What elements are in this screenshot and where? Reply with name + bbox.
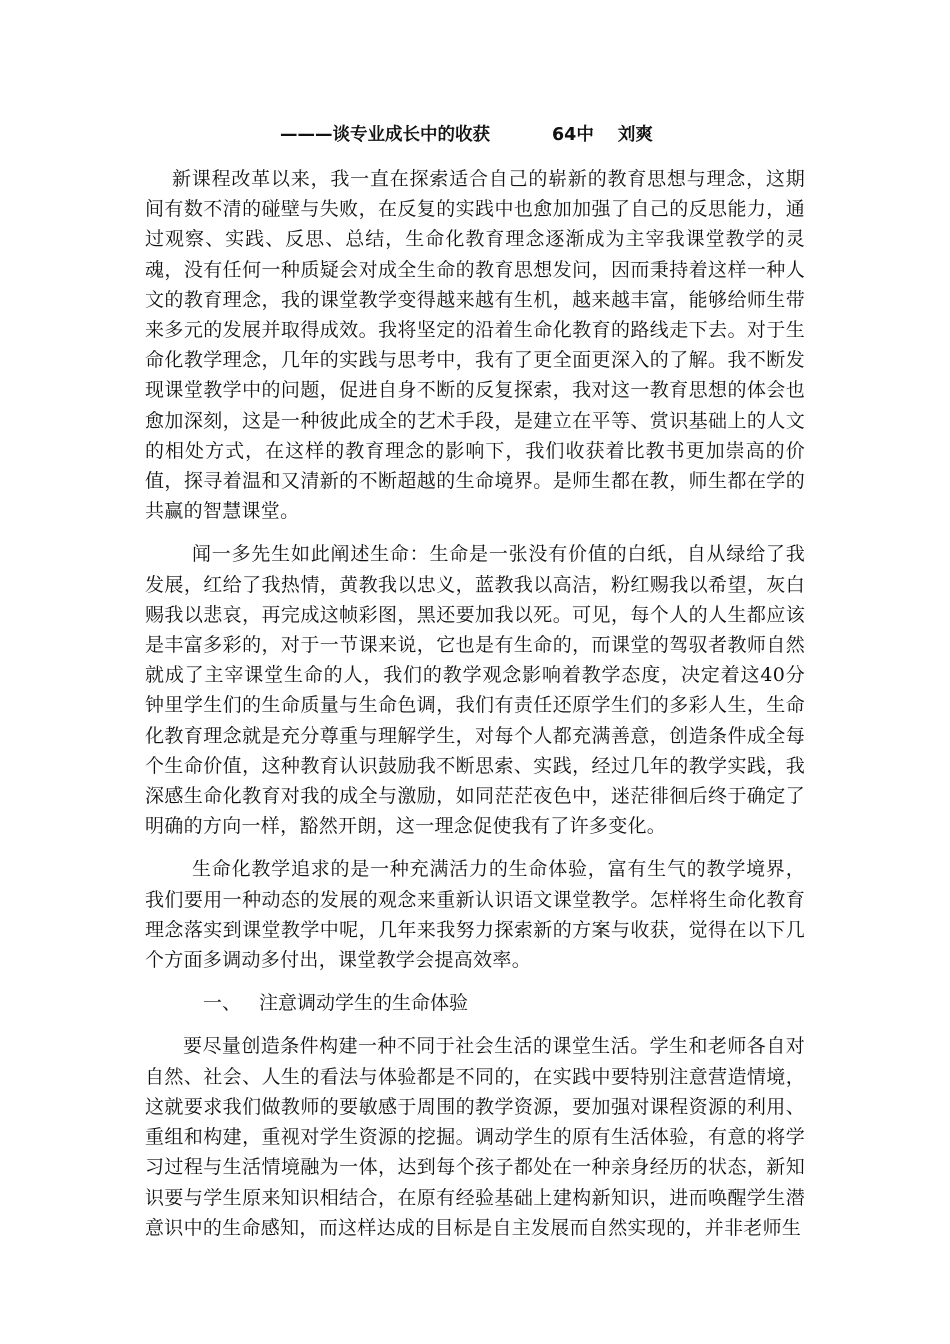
author-school: 64中 xyxy=(552,125,594,145)
paragraph-1: 新课程改革以来，我一直在探索适合自己的崭新的教育思想与理念，这期间有数不清的碰壁与失败，在反复的实践中也愈加加强了自己的反思能力，通过观察、实践、反思、总结，生命化教育理念逐渐成为主宰我课堂教学的灵魂，没有任何一种质疑会对成全生命的教育思想发问，因而秉持着这样一种人文的教育理念，我的课堂教学变得越来越有生机，越来越丰富，能够给师生带来多元的发展并取得成效。我将坚定的沿着生命化教育的路线走下去。对于生命化教学理念，几年的实践与思考中，我有了更全面更深入的了解。我不断发现课堂教学中的问题，促进自身不断的反复探索，我对这一教育思想的体会也愈加深刻，这是一种彼此成全的艺术手段，是建立在平等、赏识基础上的人文的相处方式，在这样的教育理念的影响下，我们收获着比教书更加崇高的价值，探寻着温和又清新的不断超越的生命境界。是师生都在教，师生都在学的共赢的智慧课堂。 xyxy=(145,168,805,523)
paragraph-2: 闻一多先生如此阐述生命：生命是一张没有价值的白纸，自从绿给了我发展，红给了我热情，黄教我以忠义，蓝教我以高洁，粉红赐我以希望，灰白赐我以悲哀，再完成这帧彩图，黑还要加我以死。可见，每个人的人生都应该是丰富多彩的，对于一节课来说，它也是有生命的，而课堂的驾驭者教师自然就成了主宰课堂生命的人，我们的教学观念影响着教学态度，决定着这40分钟里学生们的生命质量与生命色调，我们有责任还原学生们的多彩人生，生命化教育理念就是充分尊重与理解学生，对每个人都充满善意，创造条件成全每个生命价值，这种教育认识鼓励我不断思索、实践，经过几年的教学实践，我深感生命化教育对我的成全与激励，如同茫茫夜色中，迷茫徘徊后终于确定了明确的方向一样，豁然开朗，这一理念促使我有了许多变化。 xyxy=(145,543,805,838)
section-heading xyxy=(145,988,805,1018)
section-paragraph: 要尽量创造条件构建一种不同于社会生活的课堂生活。学生和老师各自对自然、社会、人生的看法与体验都是不同的，在实践中要特别注意营造情境，这就要求我们做教师的要敏感于周围的教学资源，要加强对课程资源的利用、重组和构建，重视对学生资源的挖掘。调动学生的原有生活体验，有意的将学习过程与生活情境融为一体，达到每个孩子都处在一种亲身经历的状态，新知识要与学生原来知识相结合，在原有经验基础上建构新知识，进而唤醒学生潜意识中的生命感知，而这样达成的目标是自主发展而自然实现的，并非老师生 xyxy=(145,1035,805,1239)
title-line xyxy=(280,121,820,149)
author-name: 刘爽 xyxy=(617,125,653,145)
section-heading-text: 注意调动学生的生命体验 xyxy=(259,992,469,1015)
document-subtitle: ———谈专业成长中的收获 xyxy=(280,125,490,145)
paragraph-3: 生命化教学追求的是一种充满活力的生命体验，富有生气的教学境界，我们要用一种动态的发展的观念来重新认识语文课堂教学。怎样将生命化教育理念落实到课堂教学中呢，几年来我努力探索新的方案与收获，觉得在以下几个方面多调动多付出，课堂教学会提高效率。 xyxy=(145,858,805,972)
document-body xyxy=(145,164,805,1243)
section-heading-number: 一、 xyxy=(203,992,242,1015)
